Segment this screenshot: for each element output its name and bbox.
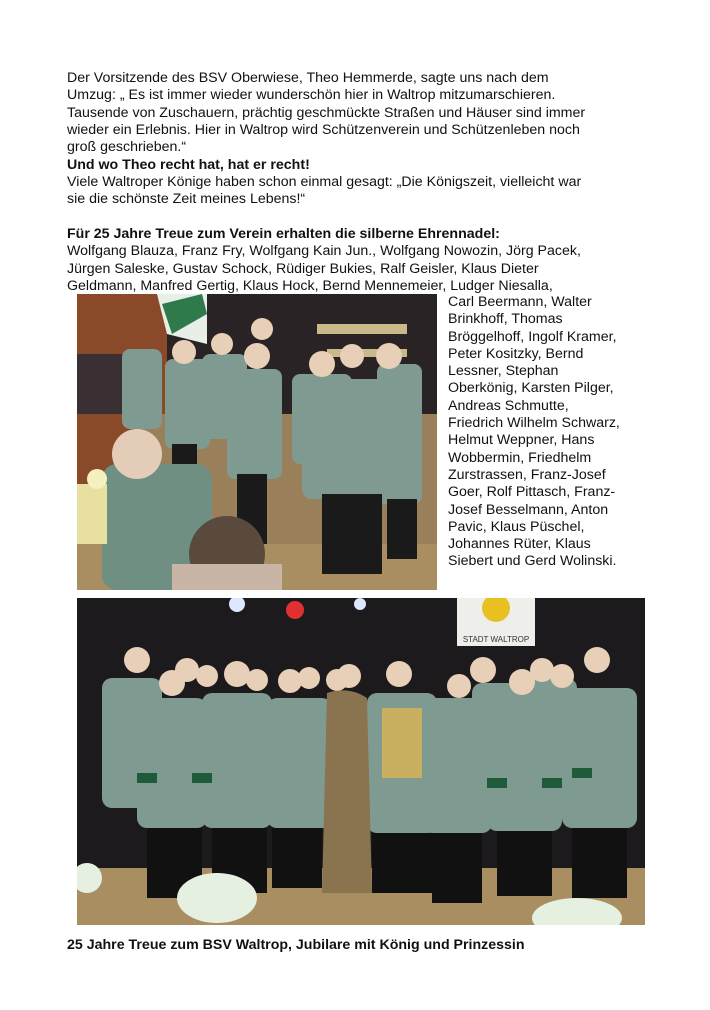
stadt-waltrop-banner bbox=[457, 598, 535, 646]
text-line: Tausende von Zuschauern, prächtig geschmückte Straßen und Häuser sind immer bbox=[67, 104, 586, 121]
group-photo bbox=[77, 598, 645, 925]
text-line: Friedrich Wilhelm Schwarz, bbox=[448, 415, 620, 432]
emphasis-line: Und wo Theo recht hat, hat er recht! bbox=[67, 156, 310, 173]
text-line: Umzug: „ Es ist immer wieder wunderschön hier in Waltrop mitzumarschieren. bbox=[67, 87, 556, 103]
text-line: Wobbermin, Friedhelm bbox=[448, 449, 592, 466]
text-line: wieder ein Erlebnis. Hier in Waltrop wird Schützenverein und Schützenleben noch bbox=[67, 122, 580, 138]
text-line: Brinkhoff, Thomas bbox=[448, 311, 563, 328]
banner-text: STADT WALTROP bbox=[462, 635, 530, 644]
text-line: groß geschrieben.“ bbox=[67, 139, 187, 155]
text-line: sie die schönste Zeit meines Lebens!“ bbox=[67, 191, 306, 207]
text-line: Siebert und Gerd Wolinski. bbox=[448, 553, 617, 570]
text-line: Viele Waltroper Könige haben schon einmal gesagt: „Die Königszeit, vielleicht war bbox=[67, 174, 582, 190]
text-line: Andreas Schmutte, bbox=[448, 397, 569, 414]
text-line: Helmut Weppner, Hans bbox=[448, 432, 595, 449]
text-line: Wolfgang Blauza, Franz Fry, Wolfgang Kain Jun., Wolfgang Nowozin, Jörg Pacek, bbox=[67, 243, 581, 259]
text-line: Pavic, Klaus Püschel, bbox=[448, 518, 585, 535]
text-line: Carl Beermann, Walter bbox=[448, 294, 592, 310]
group-photo-illustration bbox=[77, 598, 645, 925]
honoree-names-side-column bbox=[448, 294, 620, 571]
text-line: Josef Besselmann, Anton bbox=[448, 501, 609, 518]
text-line: Bröggelhoff, Ingolf Kramer, bbox=[448, 328, 617, 345]
text-line: Johannes Rüter, Klaus bbox=[448, 536, 591, 553]
photo-caption: 25 Jahre Treue zum BSV Waltrop, Jubilare mit König und Prinzessin bbox=[67, 937, 525, 953]
text-line: Goer, Rolf Pittasch, Franz- bbox=[448, 484, 616, 501]
text-line: Jürgen Saleske, Gustav Schock, Rüdiger Bukies, Ralf Geisler, Klaus Dieter bbox=[67, 260, 539, 277]
text-line: Geldmann, Manfred Gertig, Klaus Hock, Bernd Mennemeier, Ludger Niesalla, bbox=[67, 278, 553, 294]
text-line: Peter Kositzky, Bernd bbox=[448, 345, 584, 362]
text-line: Zurstrassen, Franz-Josef bbox=[448, 466, 606, 483]
ceremony-photo-illustration bbox=[77, 294, 437, 590]
honor-heading: Für 25 Jahre Treue zum Verein erhalten die silberne Ehrennadel: bbox=[67, 226, 500, 242]
ceremony-photo bbox=[77, 294, 437, 590]
text-line: Oberkönig, Karsten Pilger, bbox=[448, 380, 614, 397]
text-line: Der Vorsitzende des BSV Oberwiese, Theo Hemmerde, sagte uns nach dem bbox=[67, 70, 549, 86]
text-line: Lessner, Stephan bbox=[448, 363, 559, 380]
